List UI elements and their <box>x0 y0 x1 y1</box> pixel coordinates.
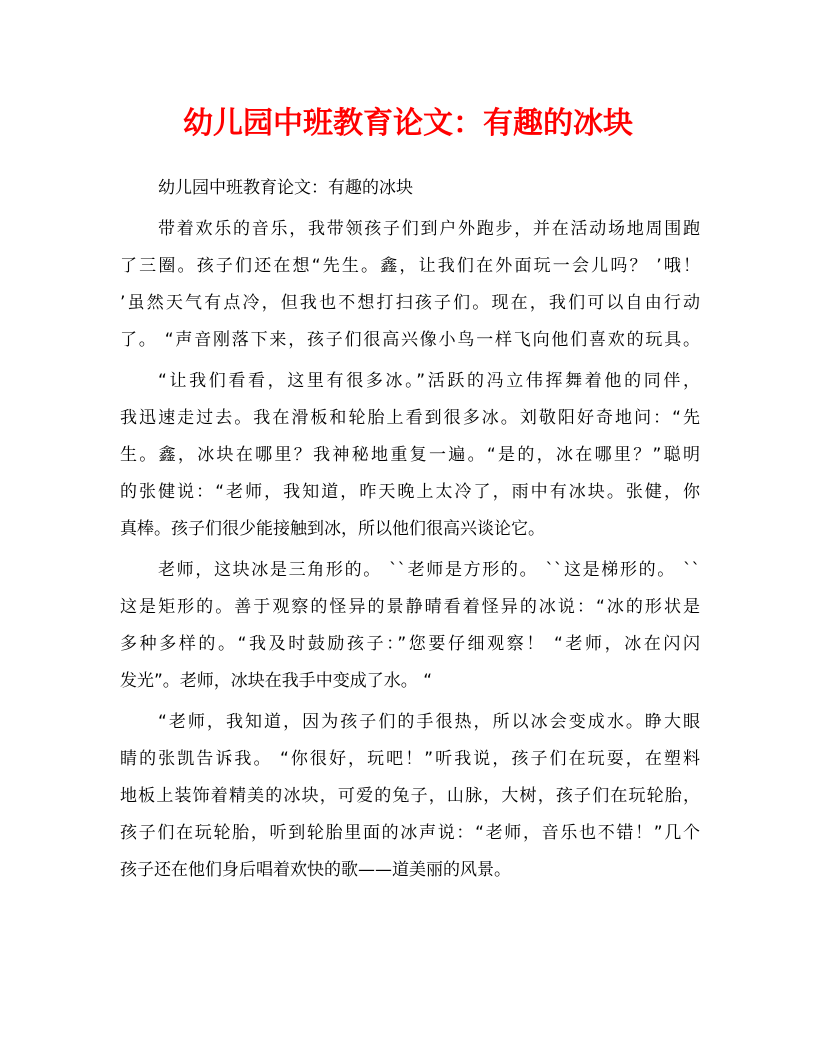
paragraph-3-line-3: 生。鑫，冰块在哪里？我神秘地重复一遍。“是的，冰在哪里？”聪明 <box>120 445 700 465</box>
paragraph-3-line-4: 的张健说：“老师，我知道，昨天晚上太冷了，雨中有冰块。张健，你 <box>120 482 700 502</box>
paragraph-5-line-5: 孩子还在他们身后唱着欢快的歌——道美丽的风景。 <box>120 860 511 880</box>
paragraph-3-line-5: 真棒。孩子们很少能接触到冰，所以他们很高兴谈论它。 <box>120 519 545 539</box>
paragraph-3-line-1: “让我们看看，这里有很多冰。”活跃的冯立伟挥舞着他的同伴， <box>158 371 700 391</box>
paragraph-2-line-1: 带着欢乐的音乐，我带领孩子们到户外跑步，并在活动场地周围跑 <box>158 219 700 239</box>
paragraph-4-line-4: 发光”。老师，冰块在我手中变成了水。 “ <box>120 671 433 691</box>
paragraph-4-line-1: 老师，这块冰是三角形的。 ``老师是方形的。 ``这是梯形的。 `` <box>158 560 700 580</box>
paragraph-4-line-3: 多种多样的。“我及时鼓励孩子：”您要仔细观察！ “老师，冰在闪闪 <box>120 634 700 654</box>
document-title: 幼儿园中班教育论文：有趣的冰块 <box>183 106 633 141</box>
paragraph-2-line-3: ’虽然天气有点冷，但我也不想打扫孩子们。现在，我们可以自由行动 <box>120 293 700 313</box>
paragraph-1-line-1: 幼儿园中班教育论文：有趣的冰块 <box>158 178 413 198</box>
paragraph-5-line-4: 孩子们在玩轮胎，听到轮胎里面的冰声说：“老师，音乐也不错！”几个 <box>120 823 700 843</box>
paragraph-5-line-1: “老师，我知道，因为孩子们的手很热，所以冰会变成水。睁大眼 <box>158 712 700 732</box>
paragraph-5-line-3: 地板上装饰着精美的冰块，可爱的兔子，山脉，大树，孩子们在玩轮胎， <box>120 786 700 806</box>
paragraph-2-line-2: 了三圈。孩子们还在想“先生。鑫，让我们在外面玩一会儿吗？ ’哦！ <box>120 256 700 276</box>
document-body <box>120 170 700 889</box>
paragraph-2-line-4: 了。 “声音刚落下来，孩子们很高兴像小鸟一样飞向他们喜欢的玩具。 <box>120 330 700 350</box>
paragraph-3-line-2: 我迅速走过去。我在滑板和轮胎上看到很多冰。刘敬阳好奇地问：“先 <box>120 408 700 428</box>
paragraph-5-line-2: 睛的张凯告诉我。 “你很好，玩吧！”听我说，孩子们在玩耍，在塑料 <box>120 749 700 769</box>
paragraph-4-line-2: 这是矩形的。善于观察的怪异的景静晴看着怪异的冰说：“冰的形状是 <box>120 597 700 617</box>
